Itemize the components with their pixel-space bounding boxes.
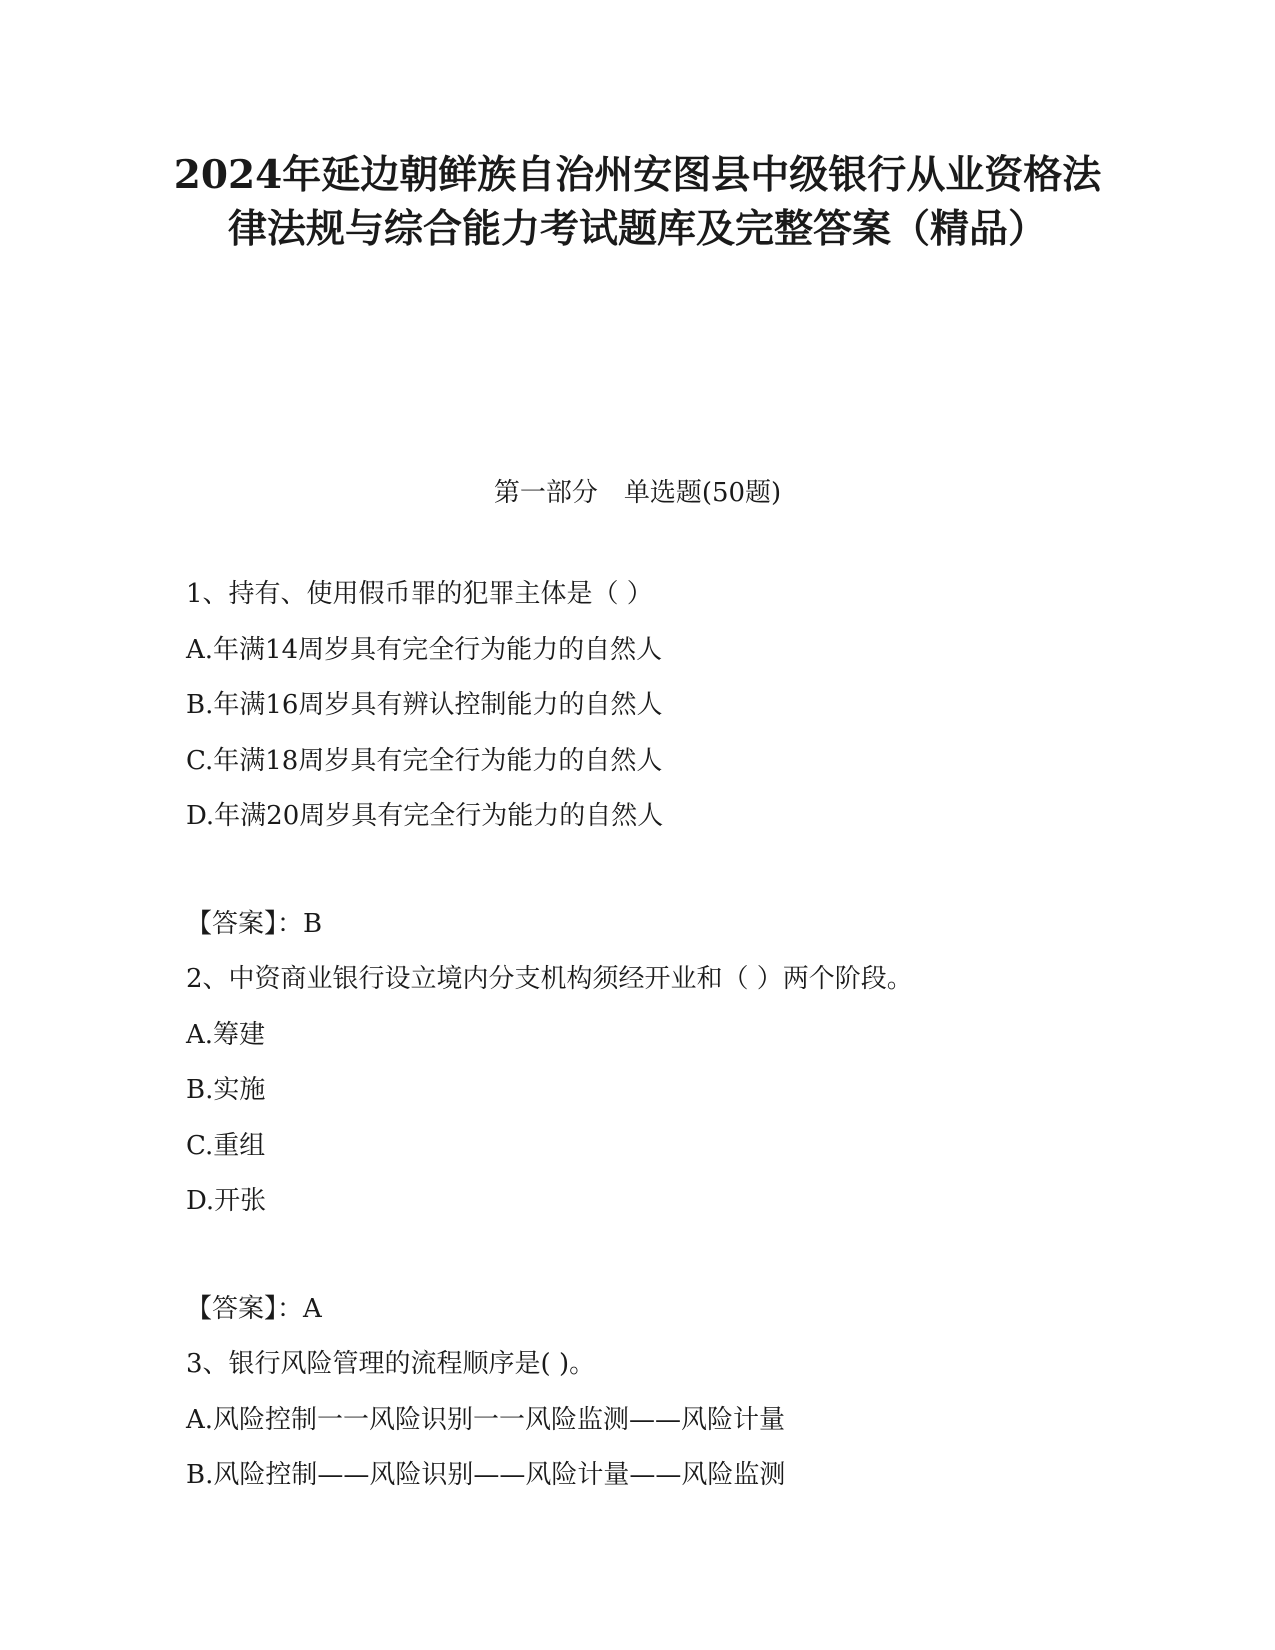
- document-title: 2024年延边朝鲜族自治州安图县中级银行从业资格法律法规与综合能力考试题库及完整答案（精品）: [173, 152, 1102, 252]
- question-2-option-d: D.开张: [186, 1186, 267, 1216]
- question-2-option-a: A.筹建: [186, 1019, 266, 1050]
- question-2-stem: 2、中资商业银行设立境内分支机构须经开业和（ ）两个阶段。: [186, 964, 913, 994]
- question-1-option-d: D.年满20周岁具有完全行为能力的自然人: [186, 801, 664, 831]
- question-3-option-b: B.风险控制——风险识别——风险计量——风险监测: [186, 1460, 786, 1490]
- question-1-option-a: A.年满14周岁具有完全行为能力的自然人: [186, 634, 663, 665]
- question-1: [186, 576, 1086, 961]
- question-1-option-b: B.年满16周岁具有辨认控制能力的自然人: [186, 690, 663, 720]
- spacer: [186, 854, 1086, 906]
- question-3: [186, 1346, 1086, 1513]
- question-1-stem: 1、持有、使用假币罪的犯罪主体是（ ）: [186, 579, 653, 609]
- question-2: [186, 961, 1086, 1346]
- spacer: [186, 1239, 1086, 1291]
- question-2-answer: 【答案】：A: [186, 1293, 322, 1324]
- question-2-option-b: B.实施: [186, 1075, 266, 1105]
- question-1-answer: 【答案】：B: [186, 908, 323, 939]
- question-1-option-c: C.年满18周岁具有完全行为能力的自然人: [186, 745, 663, 776]
- question-list: [186, 576, 1086, 1513]
- question-3-option-a: A.风险控制一一风险识别一一风险监测——风险计量: [186, 1404, 786, 1435]
- question-2-option-c: C.重组: [186, 1130, 266, 1161]
- question-3-stem: 3、银行风险管理的流程顺序是( )。: [186, 1349, 596, 1379]
- section-heading: 第一部分 单选题(50题): [493, 478, 782, 508]
